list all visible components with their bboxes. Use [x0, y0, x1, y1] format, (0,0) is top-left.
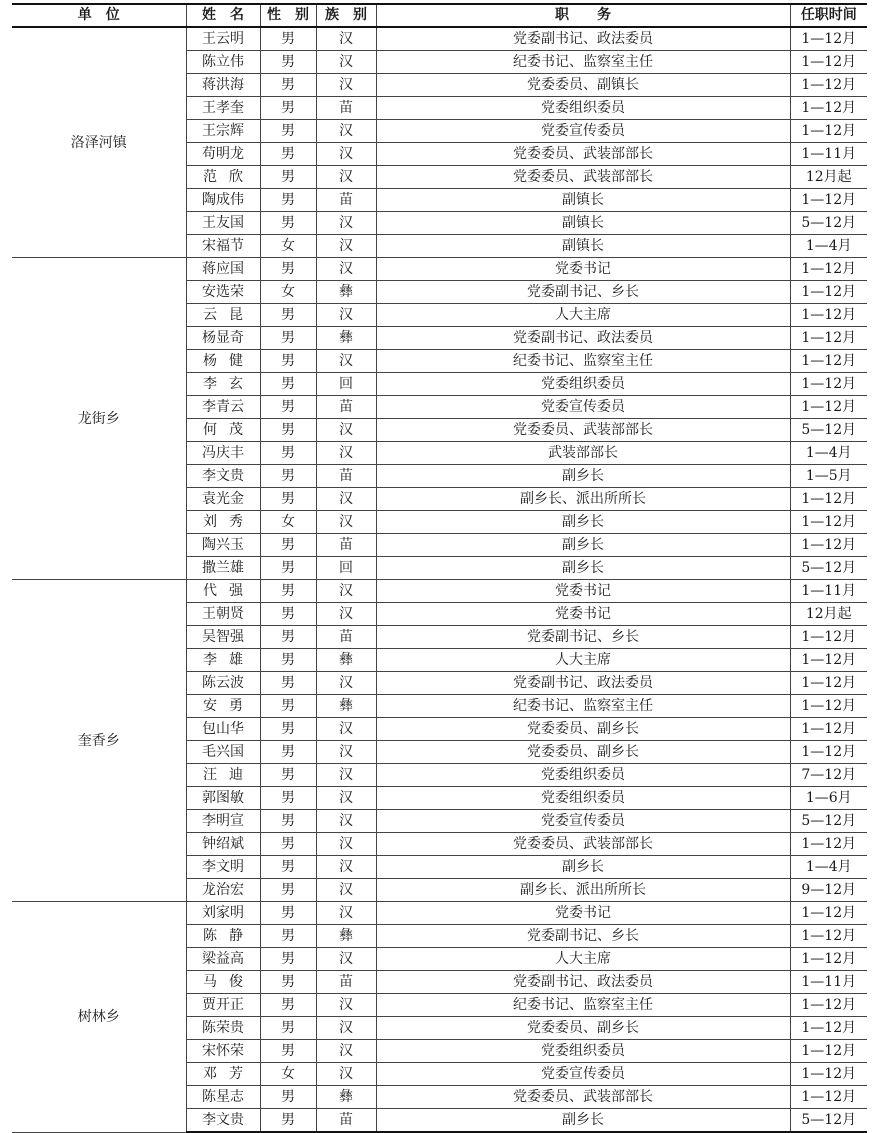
- gender-cell: 男: [260, 856, 316, 879]
- position-cell: 党委副书记、政法委员: [376, 971, 790, 994]
- ethnicity-cell: 汉: [316, 1040, 376, 1063]
- term-cell: 1—12月: [790, 925, 867, 948]
- name-cell: 何茂: [186, 419, 260, 442]
- gender-cell: 男: [260, 27, 316, 51]
- name-cell: 龙治宏: [186, 879, 260, 902]
- position-cell: 党委副书记、政法委员: [376, 327, 790, 350]
- position-cell: 党委副书记、乡长: [376, 925, 790, 948]
- ethnicity-cell: 回: [316, 557, 376, 580]
- ethnicity-cell: 汉: [316, 856, 376, 879]
- term-cell: 1—12月: [790, 718, 867, 741]
- name-cell: 刘秀: [186, 511, 260, 534]
- position-cell: 党委委员、武装部部长: [376, 1086, 790, 1109]
- name-cell: 王友国: [186, 212, 260, 235]
- table-header-row: [12, 4, 867, 27]
- term-cell: 5—12月: [790, 810, 867, 833]
- term-cell: 1—11月: [790, 143, 867, 166]
- ethnicity-cell: 汉: [316, 212, 376, 235]
- ethnicity-cell: 汉: [316, 350, 376, 373]
- ethnicity-cell: 汉: [316, 511, 376, 534]
- gender-cell: 男: [260, 672, 316, 695]
- position-cell: 党委副书记、政法委员: [376, 672, 790, 695]
- term-cell: 1—12月: [790, 695, 867, 718]
- name-cell: 钟绍斌: [186, 833, 260, 856]
- header-name: 姓 名: [186, 4, 260, 27]
- ethnicity-cell: 汉: [316, 741, 376, 764]
- term-cell: 1—12月: [790, 649, 867, 672]
- name-cell: 杨显奇: [186, 327, 260, 350]
- name-cell: 蒋洪海: [186, 74, 260, 97]
- ethnicity-cell: 苗: [316, 626, 376, 649]
- position-cell: 人大主席: [376, 304, 790, 327]
- name-cell: 郭图敏: [186, 787, 260, 810]
- position-cell: 党委宣传委员: [376, 120, 790, 143]
- header-unit: 单 位: [12, 4, 186, 27]
- position-cell: 党委宣传委员: [376, 810, 790, 833]
- gender-cell: 男: [260, 557, 316, 580]
- term-cell: 1—12月: [790, 534, 867, 557]
- ethnicity-cell: 汉: [316, 764, 376, 787]
- ethnicity-cell: 苗: [316, 189, 376, 212]
- name-cell: 陈立伟: [186, 51, 260, 74]
- name-cell: 陈荣贵: [186, 1017, 260, 1040]
- gender-cell: 男: [260, 787, 316, 810]
- gender-cell: 男: [260, 442, 316, 465]
- gender-cell: 男: [260, 626, 316, 649]
- position-cell: 党委委员、副乡长: [376, 1017, 790, 1040]
- ethnicity-cell: 汉: [316, 994, 376, 1017]
- ethnicity-cell: 汉: [316, 235, 376, 258]
- position-cell: 人大主席: [376, 649, 790, 672]
- gender-cell: 男: [260, 143, 316, 166]
- officials-table: [12, 3, 867, 1133]
- ethnicity-cell: 回: [316, 373, 376, 396]
- term-cell: 1—12月: [790, 373, 867, 396]
- ethnicity-cell: 彝: [316, 649, 376, 672]
- name-cell: 马俊: [186, 971, 260, 994]
- position-cell: 纪委书记、监察室主任: [376, 51, 790, 74]
- position-cell: 纪委书记、监察室主任: [376, 994, 790, 1017]
- name-cell: 王云明: [186, 27, 260, 51]
- gender-cell: 男: [260, 396, 316, 419]
- ethnicity-cell: 汉: [316, 143, 376, 166]
- ethnicity-cell: 汉: [316, 810, 376, 833]
- name-cell: 王朝贤: [186, 603, 260, 626]
- ethnicity-cell: 彝: [316, 281, 376, 304]
- name-cell: 宋福节: [186, 235, 260, 258]
- name-cell: 李雄: [186, 649, 260, 672]
- table-row: [12, 27, 867, 51]
- position-cell: 党委委员、武装部部长: [376, 833, 790, 856]
- term-cell: 1—12月: [790, 304, 867, 327]
- gender-cell: 男: [260, 97, 316, 120]
- header-term: 任职时间: [790, 4, 867, 27]
- position-cell: 党委委员、副乡长: [376, 718, 790, 741]
- ethnicity-cell: 汉: [316, 879, 376, 902]
- term-cell: 5—12月: [790, 419, 867, 442]
- term-cell: 5—12月: [790, 1109, 867, 1133]
- position-cell: 党委宣传委员: [376, 1063, 790, 1086]
- name-cell: 安勇: [186, 695, 260, 718]
- gender-cell: 男: [260, 1109, 316, 1133]
- ethnicity-cell: 汉: [316, 603, 376, 626]
- ethnicity-cell: 苗: [316, 1109, 376, 1133]
- table-row: [12, 258, 867, 281]
- term-cell: 1—12月: [790, 27, 867, 51]
- ethnicity-cell: 苗: [316, 534, 376, 557]
- position-cell: 副乡长: [376, 856, 790, 879]
- name-cell: 杨健: [186, 350, 260, 373]
- position-cell: 副乡长、派出所所长: [376, 879, 790, 902]
- table-body: [12, 27, 867, 1132]
- ethnicity-cell: 彝: [316, 695, 376, 718]
- position-cell: 党委委员、武装部部长: [376, 166, 790, 189]
- gender-cell: 女: [260, 235, 316, 258]
- name-cell: 撒兰雄: [186, 557, 260, 580]
- ethnicity-cell: 汉: [316, 833, 376, 856]
- name-cell: 吴智强: [186, 626, 260, 649]
- name-cell: 范欣: [186, 166, 260, 189]
- position-cell: 党委组织委员: [376, 97, 790, 120]
- name-cell: 王孝奎: [186, 97, 260, 120]
- position-cell: 副镇长: [376, 212, 790, 235]
- gender-cell: 男: [260, 51, 316, 74]
- gender-cell: 女: [260, 1063, 316, 1086]
- gender-cell: 男: [260, 534, 316, 557]
- ethnicity-cell: 汉: [316, 488, 376, 511]
- ethnicity-cell: 苗: [316, 97, 376, 120]
- name-cell: 陈云波: [186, 672, 260, 695]
- name-cell: 云昆: [186, 304, 260, 327]
- term-cell: 1—12月: [790, 741, 867, 764]
- table-row: [12, 580, 867, 603]
- gender-cell: 男: [260, 1040, 316, 1063]
- gender-cell: 男: [260, 580, 316, 603]
- position-cell: 党委书记: [376, 580, 790, 603]
- ethnicity-cell: 汉: [316, 1063, 376, 1086]
- gender-cell: 男: [260, 764, 316, 787]
- position-cell: 党委委员、武装部部长: [376, 419, 790, 442]
- gender-cell: 男: [260, 74, 316, 97]
- ethnicity-cell: 汉: [316, 304, 376, 327]
- term-cell: 1—11月: [790, 971, 867, 994]
- position-cell: 党委委员、副镇长: [376, 74, 790, 97]
- term-cell: 5—12月: [790, 557, 867, 580]
- term-cell: 1—12月: [790, 994, 867, 1017]
- term-cell: 5—12月: [790, 212, 867, 235]
- term-cell: 1—12月: [790, 350, 867, 373]
- header-gender: 性 别: [260, 4, 316, 27]
- position-cell: 党委副书记、政法委员: [376, 27, 790, 51]
- term-cell: 1—12月: [790, 488, 867, 511]
- name-cell: 冯庆丰: [186, 442, 260, 465]
- term-cell: 1—12月: [790, 327, 867, 350]
- name-cell: 李文贵: [186, 1109, 260, 1133]
- name-cell: 李文贵: [186, 465, 260, 488]
- unit-cell: 奎香乡: [12, 580, 186, 902]
- gender-cell: 女: [260, 511, 316, 534]
- ethnicity-cell: 苗: [316, 971, 376, 994]
- position-cell: 党委委员、武装部部长: [376, 143, 790, 166]
- gender-cell: 男: [260, 741, 316, 764]
- term-cell: 1—12月: [790, 189, 867, 212]
- position-cell: 党委副书记、乡长: [376, 626, 790, 649]
- term-cell: 1—12月: [790, 833, 867, 856]
- ethnicity-cell: 汉: [316, 74, 376, 97]
- name-cell: 王宗辉: [186, 120, 260, 143]
- ethnicity-cell: 汉: [316, 672, 376, 695]
- term-cell: 12月起: [790, 603, 867, 626]
- gender-cell: 男: [260, 994, 316, 1017]
- term-cell: 1—12月: [790, 1017, 867, 1040]
- name-cell: 李玄: [186, 373, 260, 396]
- gender-cell: 男: [260, 603, 316, 626]
- name-cell: 毛兴国: [186, 741, 260, 764]
- position-cell: 党委组织委员: [376, 787, 790, 810]
- gender-cell: 男: [260, 258, 316, 281]
- term-cell: 1—12月: [790, 1063, 867, 1086]
- ethnicity-cell: 汉: [316, 27, 376, 51]
- position-cell: 党委组织委员: [376, 373, 790, 396]
- position-cell: 副乡长: [376, 557, 790, 580]
- position-cell: 副乡长、派出所所长: [376, 488, 790, 511]
- position-cell: 副镇长: [376, 189, 790, 212]
- term-cell: 1—12月: [790, 511, 867, 534]
- term-cell: 1—12月: [790, 97, 867, 120]
- ethnicity-cell: 汉: [316, 51, 376, 74]
- name-cell: 刘家明: [186, 902, 260, 925]
- name-cell: 陶兴玉: [186, 534, 260, 557]
- gender-cell: 男: [260, 304, 316, 327]
- gender-cell: 男: [260, 120, 316, 143]
- term-cell: 1—5月: [790, 465, 867, 488]
- term-cell: 1—12月: [790, 281, 867, 304]
- name-cell: 陈星志: [186, 1086, 260, 1109]
- term-cell: 1—12月: [790, 396, 867, 419]
- name-cell: 安选荣: [186, 281, 260, 304]
- ethnicity-cell: 汉: [316, 419, 376, 442]
- ethnicity-cell: 汉: [316, 948, 376, 971]
- ethnicity-cell: 汉: [316, 580, 376, 603]
- gender-cell: 男: [260, 971, 316, 994]
- gender-cell: 男: [260, 166, 316, 189]
- unit-cell: 树林乡: [12, 902, 186, 1133]
- name-cell: 苟明龙: [186, 143, 260, 166]
- name-cell: 李青云: [186, 396, 260, 419]
- position-cell: 党委书记: [376, 258, 790, 281]
- header-position: 职 务: [376, 4, 790, 27]
- term-cell: 1—4月: [790, 235, 867, 258]
- gender-cell: 男: [260, 810, 316, 833]
- unit-cell: 龙街乡: [12, 258, 186, 580]
- gender-cell: 女: [260, 281, 316, 304]
- ethnicity-cell: 汉: [316, 787, 376, 810]
- gender-cell: 男: [260, 212, 316, 235]
- gender-cell: 男: [260, 1086, 316, 1109]
- term-cell: 1—12月: [790, 74, 867, 97]
- gender-cell: 男: [260, 718, 316, 741]
- name-cell: 代强: [186, 580, 260, 603]
- term-cell: 1—12月: [790, 1040, 867, 1063]
- position-cell: 副镇长: [376, 235, 790, 258]
- position-cell: 党委委员、副乡长: [376, 741, 790, 764]
- ethnicity-cell: 苗: [316, 396, 376, 419]
- term-cell: 1—4月: [790, 856, 867, 879]
- position-cell: 党委书记: [376, 902, 790, 925]
- gender-cell: 男: [260, 373, 316, 396]
- position-cell: 纪委书记、监察室主任: [376, 695, 790, 718]
- gender-cell: 男: [260, 189, 316, 212]
- position-cell: 副乡长: [376, 534, 790, 557]
- position-cell: 副乡长: [376, 511, 790, 534]
- unit-cell: 洛泽河镇: [12, 27, 186, 258]
- name-cell: 陶成伟: [186, 189, 260, 212]
- term-cell: 7—12月: [790, 764, 867, 787]
- term-cell: 1—12月: [790, 626, 867, 649]
- position-cell: 党委书记: [376, 603, 790, 626]
- ethnicity-cell: 彝: [316, 327, 376, 350]
- ethnicity-cell: 汉: [316, 120, 376, 143]
- name-cell: 袁光金: [186, 488, 260, 511]
- position-cell: 副乡长: [376, 1109, 790, 1133]
- name-cell: 汪迪: [186, 764, 260, 787]
- term-cell: 1—12月: [790, 120, 867, 143]
- term-cell: 1—12月: [790, 948, 867, 971]
- ethnicity-cell: 汉: [316, 166, 376, 189]
- name-cell: 李文明: [186, 856, 260, 879]
- gender-cell: 男: [260, 925, 316, 948]
- ethnicity-cell: 汉: [316, 1017, 376, 1040]
- term-cell: 1—12月: [790, 672, 867, 695]
- table-row: [12, 902, 867, 925]
- gender-cell: 男: [260, 1017, 316, 1040]
- term-cell: 1—12月: [790, 258, 867, 281]
- ethnicity-cell: 彝: [316, 1086, 376, 1109]
- header-ethnicity: 族 别: [316, 4, 376, 27]
- ethnicity-cell: 汉: [316, 718, 376, 741]
- term-cell: 1—12月: [790, 51, 867, 74]
- position-cell: 党委组织委员: [376, 764, 790, 787]
- name-cell: 梁益高: [186, 948, 260, 971]
- gender-cell: 男: [260, 465, 316, 488]
- position-cell: 武装部部长: [376, 442, 790, 465]
- gender-cell: 男: [260, 879, 316, 902]
- gender-cell: 男: [260, 327, 316, 350]
- name-cell: 贾开正: [186, 994, 260, 1017]
- position-cell: 党委宣传委员: [376, 396, 790, 419]
- name-cell: 邓芳: [186, 1063, 260, 1086]
- position-cell: 纪委书记、监察室主任: [376, 350, 790, 373]
- term-cell: 1—6月: [790, 787, 867, 810]
- term-cell: 12月起: [790, 166, 867, 189]
- ethnicity-cell: 苗: [316, 465, 376, 488]
- term-cell: 1—12月: [790, 1086, 867, 1109]
- ethnicity-cell: 彝: [316, 925, 376, 948]
- name-cell: 包山华: [186, 718, 260, 741]
- term-cell: 1—11月: [790, 580, 867, 603]
- gender-cell: 男: [260, 902, 316, 925]
- name-cell: 宋怀荣: [186, 1040, 260, 1063]
- gender-cell: 男: [260, 419, 316, 442]
- position-cell: 党委副书记、乡长: [376, 281, 790, 304]
- position-cell: 党委组织委员: [376, 1040, 790, 1063]
- ethnicity-cell: 汉: [316, 902, 376, 925]
- term-cell: 1—12月: [790, 902, 867, 925]
- name-cell: 蒋应国: [186, 258, 260, 281]
- gender-cell: 男: [260, 488, 316, 511]
- gender-cell: 男: [260, 649, 316, 672]
- ethnicity-cell: 汉: [316, 442, 376, 465]
- gender-cell: 男: [260, 833, 316, 856]
- ethnicity-cell: 汉: [316, 258, 376, 281]
- gender-cell: 男: [260, 350, 316, 373]
- name-cell: 陈静: [186, 925, 260, 948]
- gender-cell: 男: [260, 948, 316, 971]
- position-cell: 副乡长: [376, 465, 790, 488]
- name-cell: 李明宣: [186, 810, 260, 833]
- position-cell: 人大主席: [376, 948, 790, 971]
- gender-cell: 男: [260, 695, 316, 718]
- term-cell: 9—12月: [790, 879, 867, 902]
- term-cell: 1—4月: [790, 442, 867, 465]
